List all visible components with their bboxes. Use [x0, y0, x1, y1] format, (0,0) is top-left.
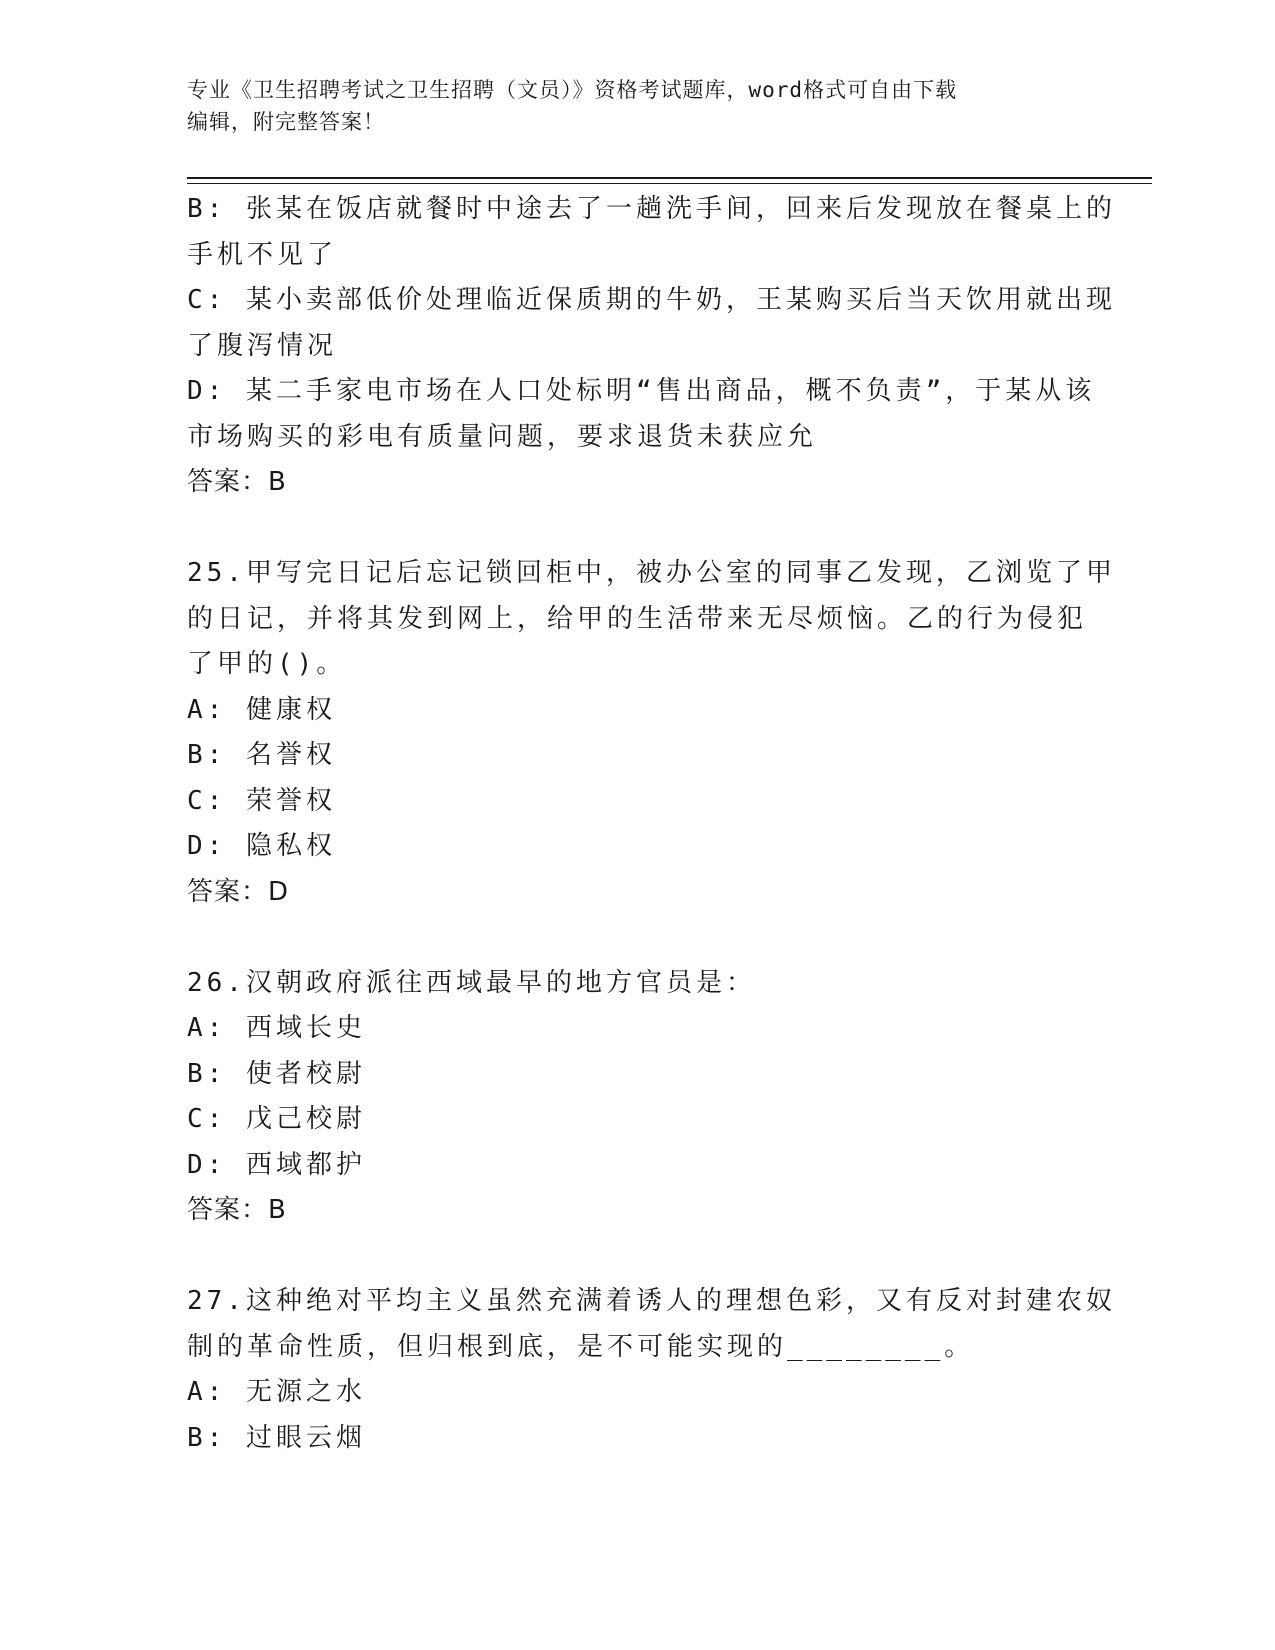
question-25-line-1: 25.甲写完日记后忘记锁回柜中，被办公室的同事乙发现，乙浏览了甲 — [187, 558, 1116, 588]
question-27-line-1: 27.这种绝对平均主义虽然充满着诱人的理想色彩，又有反对封建农奴 — [187, 1286, 1116, 1316]
option-b: B: 使者校尉 — [187, 1058, 366, 1089]
header-rule-thick — [187, 177, 1152, 179]
header-line-2: 编辑，附完整答案！ — [187, 110, 385, 134]
header-line-1: 专业《卫生招聘考试之卫生招聘（文员）》资格考试题库，word格式可自由下载 — [187, 78, 958, 102]
option-d: D: 西域都护 — [187, 1149, 366, 1180]
option-b-line-2: 手机不见了 — [187, 239, 338, 270]
option-c-line-1: C: 某小卖部低价处理临近保质期的牛奶，王某购买后当天饮用就出现 — [187, 285, 1116, 315]
answer-26: 答案：B — [187, 1195, 287, 1225]
option-d-line-2: 市场购买的彩电有质量问题，要求退货未获应允 — [187, 421, 818, 452]
question-26 — [187, 961, 1087, 1234]
option-d: D: 隐私权 — [187, 831, 336, 861]
option-a: A: 健康权 — [187, 694, 336, 725]
document-header — [187, 74, 1067, 138]
answer-25: 答案：D — [187, 876, 290, 907]
question-24-continued — [187, 187, 1116, 506]
question-25 — [187, 551, 1116, 915]
option-c-line-2: 了腹泻情况 — [187, 330, 338, 361]
option-c: C: 戊己校尉 — [187, 1104, 366, 1134]
option-a: A: 无源之水 — [187, 1377, 366, 1407]
option-b-line-1: B: 张某在饭店就餐时中途去了一趟洗手间，回来后发现放在餐桌上的 — [187, 194, 1116, 224]
answer-24: 答案：B — [187, 467, 287, 497]
question-27-line-2: 制的革命性质，但归根到底，是不可能实现的________。 — [187, 1331, 975, 1362]
option-b: B: 过眼云烟 — [187, 1422, 366, 1453]
question-25-line-3: 了甲的()。 — [187, 649, 347, 679]
question-27 — [187, 1279, 1116, 1461]
option-b: B: 名誉权 — [187, 740, 336, 770]
question-26-line-1: 26.汉朝政府派往西域最早的地方官员是： — [187, 967, 756, 998]
spacer — [187, 915, 1087, 961]
spacer — [187, 1234, 1087, 1280]
question-list — [187, 187, 1116, 1461]
option-a: A: 西域长史 — [187, 1013, 366, 1043]
header-rule-thin — [187, 183, 1152, 184]
question-25-line-2: 的日记，并将其发到网上，给甲的生活带来无尽烦恼。乙的行为侵犯 — [187, 603, 1088, 634]
option-d-line-1: D: 某二手家电市场在人口处标明“售出商品，概不负责”，于某从该 — [187, 376, 1096, 406]
spacer — [187, 506, 1087, 552]
option-c: C: 荣誉权 — [187, 785, 336, 816]
